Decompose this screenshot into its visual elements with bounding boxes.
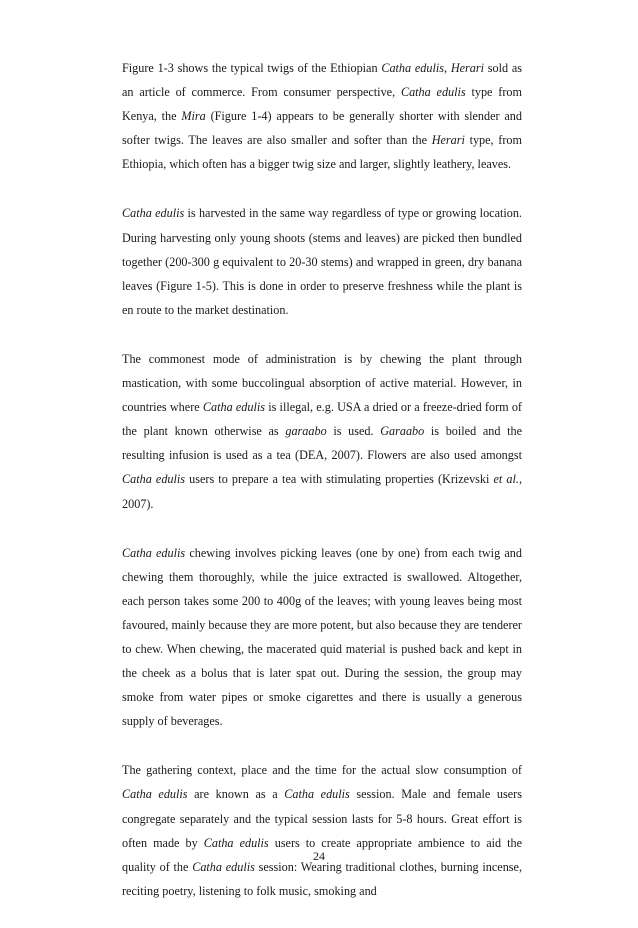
text-run: (Figure 1-4) appears to be generally shorter with slender and softer twigs. The leaves are also smaller and softer than the — [122, 109, 522, 148]
text-run: are known as a — [187, 787, 285, 802]
italic-text-run: et al., — [493, 472, 522, 487]
paragraph-2 — [122, 201, 522, 321]
text-run: users to prepare a tea with stimulating properties (Krizevski — [185, 472, 494, 487]
italic-text-run: Catha edulis — [284, 787, 350, 802]
italic-text-run: Catha edulis — [122, 472, 186, 487]
italic-text-run: Catha edulis — [122, 206, 185, 221]
italic-text-run: Catha edulis — [202, 400, 265, 415]
italic-text-run: Herari — [450, 61, 485, 75]
italic-text-run: Catha edulis — [122, 545, 186, 560]
italic-text-run: Catha edulis — [381, 61, 445, 75]
text-run: , — [444, 61, 451, 75]
text-run: Figure 1-3 shows the typical twigs of the Ethiopian — [122, 61, 382, 75]
italic-text-run: Catha edulis — [203, 835, 269, 850]
body-text — [122, 56, 522, 928]
text-run: is harvested in the same way regardless of type or growing location. During harvesting only young shoots (stems and leaves) are picked then bundled together (200-300 g equivalent to 20-30 stems) and wrapped in green, dry banana leaves (Figure 1-5). This is done in order to preserve freshness while the plant is en route to the market destination. — [122, 206, 522, 317]
text-run: The gathering context, place and the time for the actual slow consumption of — [122, 763, 522, 778]
italic-text-run: Garaabo — [380, 424, 425, 439]
text-run: The commonest mode of administration is by chewing the plant through mastication, with some buccolingual absorption of active material. However, in countries where — [122, 351, 522, 415]
text-run: users to create appropriate ambience to aid the quality of the — [122, 835, 522, 874]
italic-text-run: Herari — [431, 133, 465, 148]
text-run: is illegal, e.g. USA a dried or a freeze-dried form of the plant known otherwise as — [122, 400, 522, 439]
text-run: session. Male and female users congregate separately and the typical session lasts for 5-8 hours. Great effort is often made by — [122, 787, 522, 850]
text-run: sold as an article of commerce. From consumer perspective, — [122, 61, 523, 100]
text-run: 2007). — [122, 496, 154, 511]
text-run: type, from Ethiopia, which often has a bigger twig size and larger, slightly leathery, leaves. — [122, 133, 522, 172]
text-run: is boiled and the resulting infusion is used as a tea (DEA, 2007). Flowers are also used amongst — [122, 424, 523, 463]
paragraph-3 — [122, 347, 522, 516]
paragraph-1 — [122, 56, 522, 176]
text-run: chewing involves picking leaves (one by one) from each twig and chewing them thoroughly, while the juice extracted is swallowed. Altogether, each person takes some 200 to 400g of the leaves; with young leaves being most favoured, mainly because they are more potent, but also because they are tenderer to chew. When chewing, the macerated quid material is pushed back and kept in the cheek as a bolus that is later spat out. During the session, the group may smoke from water pipes or smoke cigarettes and there is usually a generous supply of beverages. — [122, 545, 522, 729]
text-run: is used. — [326, 424, 381, 439]
italic-text-run: Catha edulis — [400, 85, 466, 100]
italic-text-run: Catha edulis — [122, 787, 188, 802]
paragraph-4 — [122, 541, 522, 734]
text-run: session: Wearing traditional clothes, burning incense, reciting poetry, listening to folk music, smoking and — [122, 859, 522, 898]
paragraph-5 — [122, 758, 522, 903]
text-run: type from Kenya, the — [122, 85, 522, 124]
italic-text-run: Mira — [181, 109, 206, 124]
page-number: 24 — [313, 849, 325, 863]
italic-text-run: Catha edulis — [192, 859, 255, 874]
italic-text-run: garaabo — [285, 424, 327, 439]
